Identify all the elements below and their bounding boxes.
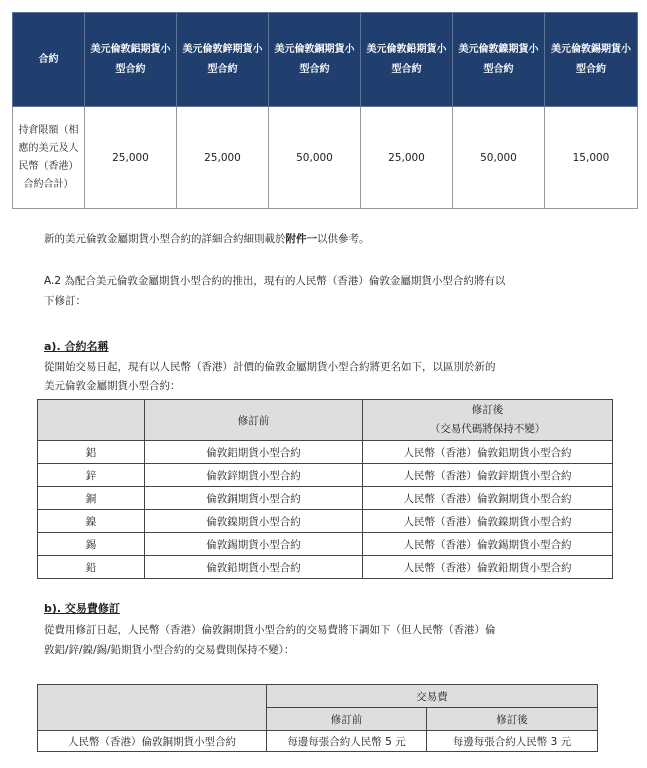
- table-header-row: [13, 13, 638, 107]
- trading-fee-table: [37, 684, 598, 752]
- before-name-cell: 倫敦錫期貨小型合約: [145, 533, 363, 556]
- limit-tin: 15,000: [545, 107, 638, 209]
- header-trading-fee: 交易費: [267, 685, 598, 708]
- header-nickel: 美元倫敦鎳期貨小型合約: [453, 13, 545, 107]
- after-name-cell: 人民幣（香港）倫敦銅期貨小型合約: [363, 487, 613, 510]
- metal-cell: 鋅: [38, 464, 145, 487]
- header-tin: 美元倫敦錫期貨小型合約: [545, 13, 638, 107]
- position-limit-table: [12, 12, 638, 209]
- table-row: [38, 556, 613, 579]
- before-name-cell: 倫敦鉛期貨小型合約: [145, 556, 363, 579]
- appendix-text-end: 以供參考。: [317, 233, 370, 245]
- fee-before-cell: 每邊每張合約人民幣 5 元: [267, 731, 427, 752]
- metal-cell: 鉛: [38, 556, 145, 579]
- table-header-row: [38, 685, 598, 708]
- before-name-cell: 倫敦銅期貨小型合約: [145, 487, 363, 510]
- header-blank: [38, 685, 267, 731]
- header-contract: 合約: [13, 13, 85, 107]
- limit-copper: 50,000: [269, 107, 361, 209]
- header-lead: 美元倫敦鉛期貨小型合約: [361, 13, 453, 107]
- table-header-row: [38, 400, 613, 441]
- limit-zinc: 25,000: [177, 107, 269, 209]
- after-name-cell: 人民幣（香港）倫敦鋅期貨小型合約: [363, 464, 613, 487]
- table-row: [38, 731, 598, 752]
- section-a-heading: a). 合約名稱: [44, 340, 109, 353]
- header-after-note: （交易代碼將保持不變）: [429, 423, 546, 435]
- table-row: [38, 533, 613, 556]
- header-zinc: 美元倫敦鋅期貨小型合約: [177, 13, 269, 107]
- before-name-cell: 倫敦鎳期貨小型合約: [145, 510, 363, 533]
- metal-cell: 錫: [38, 533, 145, 556]
- after-name-cell: 人民幣（香港）倫敦鋁期貨小型合約: [363, 441, 613, 464]
- before-name-cell: 倫敦鋅期貨小型合約: [145, 464, 363, 487]
- appendix-text: 新的美元倫敦金屬期貨小型合約的詳細合約細則載於: [44, 233, 286, 245]
- section-a-line1: 從開始交易日起，現有以人民幣（香港）計價的倫敦金屬期貨小型合約將更名如下，以區別於新的: [44, 361, 496, 373]
- limit-aluminium: 25,000: [85, 107, 177, 209]
- contract-rename-table: [37, 399, 613, 579]
- header-blank: [38, 400, 145, 441]
- header-before: 修訂前: [267, 708, 427, 731]
- table-row: [38, 464, 613, 487]
- section-b-line2: 敦鋁/鋅/鎳/錫/鉛期貨小型合約的交易費則保持不變）：: [44, 644, 295, 656]
- header-before: 修訂前: [145, 400, 363, 441]
- header-aluminium: 美元倫敦鋁期貨小型合約: [85, 13, 177, 107]
- table-row: [13, 107, 638, 209]
- contract-name-cell: 人民幣（香港）倫敦銅期貨小型合約: [38, 731, 267, 752]
- after-name-cell: 人民幣（香港）倫敦錫期貨小型合約: [363, 533, 613, 556]
- header-after: 修訂後: [427, 708, 598, 731]
- position-limit-label: 持倉限額（相應的美元及人民幣（香港）合約合計）: [13, 107, 85, 209]
- metal-cell: 鎳: [38, 510, 145, 533]
- fee-after-cell: 每邊每張合約人民幣 3 元: [427, 731, 598, 752]
- section-a2-line2: 下修訂：: [44, 295, 86, 307]
- metal-cell: 銅: [38, 487, 145, 510]
- metal-cell: 鋁: [38, 441, 145, 464]
- table-row: [38, 510, 613, 533]
- appendix-reference: 附件一: [285, 233, 317, 245]
- header-after-title: 修訂後: [471, 404, 504, 416]
- header-copper: 美元倫敦銅期貨小型合約: [269, 13, 361, 107]
- after-name-cell: 人民幣（香港）倫敦鎳期貨小型合約: [363, 510, 613, 533]
- section-a2-line1: A.2 為配合美元倫敦金屬期貨小型合約的推出，現有的人民幣（香港）倫敦金屬期貨小型合約將有以: [44, 275, 506, 287]
- after-name-cell: 人民幣（香港）倫敦鉛期貨小型合約: [363, 556, 613, 579]
- header-after: [363, 400, 613, 441]
- section-b-heading: b). 交易費修訂: [44, 602, 120, 615]
- limit-lead: 25,000: [361, 107, 453, 209]
- section-b-line1: 從費用修訂日起，人民幣（香港）倫敦銅期貨小型合約的交易費將下調如下（但人民幣（香港）倫: [44, 624, 496, 636]
- section-a-line2: 美元倫敦金屬期貨小型合約：: [44, 380, 181, 392]
- table-row: [38, 441, 613, 464]
- before-name-cell: 倫敦鋁期貨小型合約: [145, 441, 363, 464]
- appendix-paragraph: [44, 230, 370, 249]
- table-row: [38, 487, 613, 510]
- limit-nickel: 50,000: [453, 107, 545, 209]
